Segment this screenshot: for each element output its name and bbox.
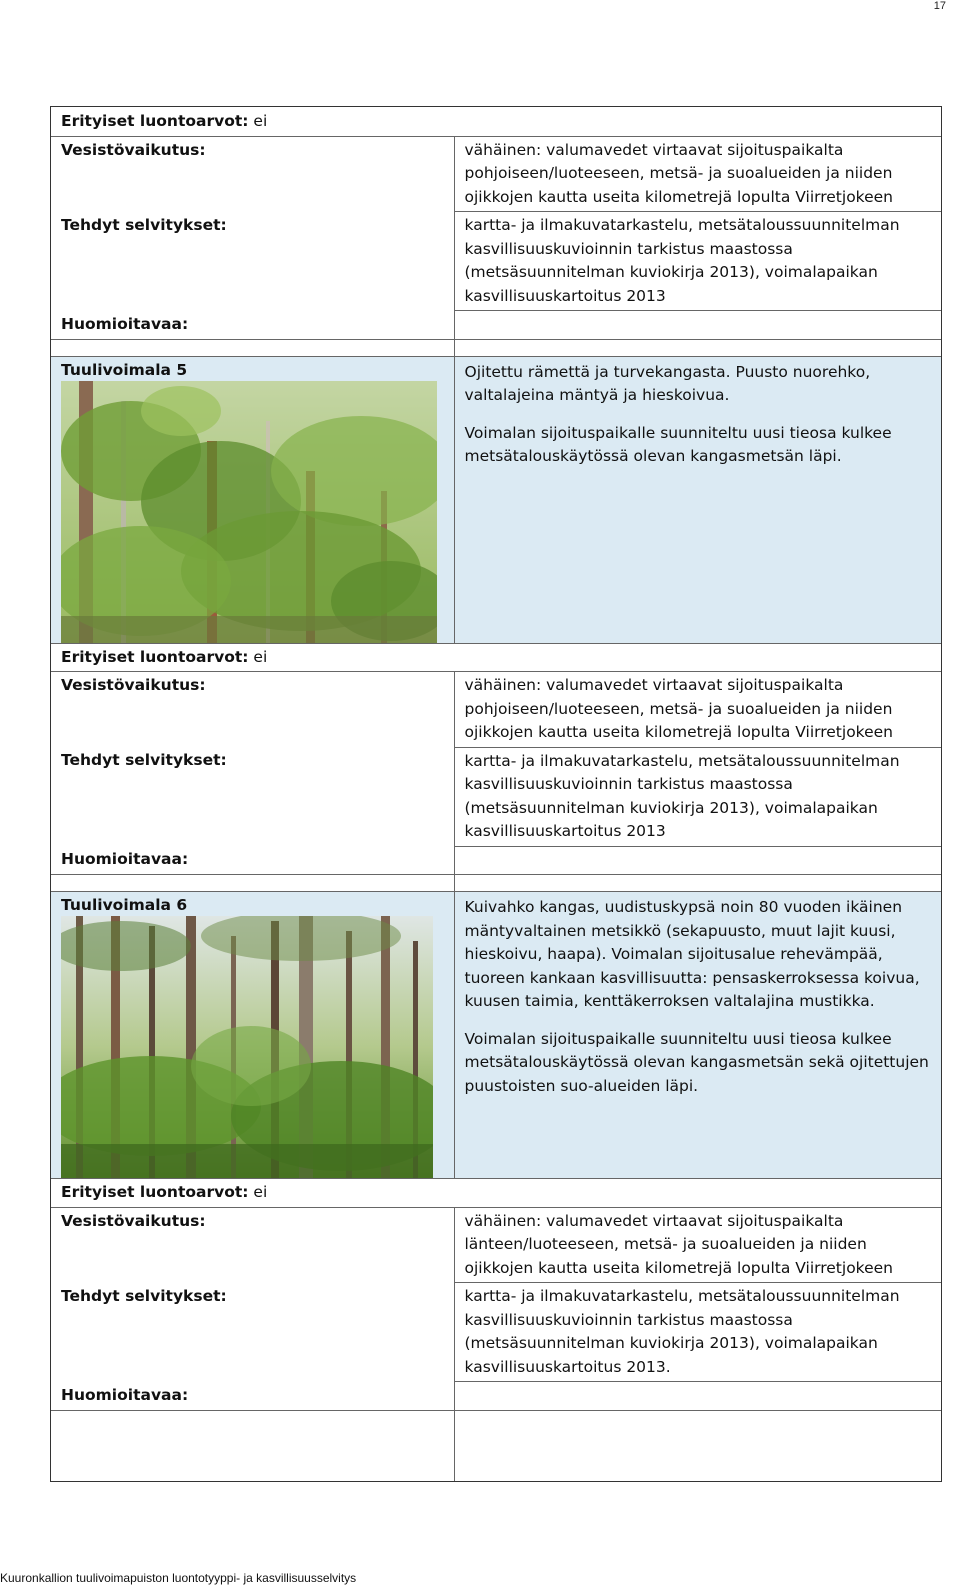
row-water-top xyxy=(51,136,941,212)
turbine6-description xyxy=(454,892,941,1179)
notes-label: Huomioitavaa: xyxy=(51,846,454,875)
footer: Kuuronkallion tuulivoimapuiston luontotyyppi- ja kasvillisuusselvitys xyxy=(0,1571,357,1585)
row-spacer-top xyxy=(51,339,941,356)
water-label: Vesistövaikutus: xyxy=(61,1211,206,1230)
studies-text: kartta- ja ilmakuvatarkastelu, metsätaloussuunnitelman kasvillisuuskuvioinnin tarkistus maastossa (metsäsuunnitelman kuviokirja 2013), voimalapaikan kasvillisuuskartoitus 2013 xyxy=(454,212,941,311)
turbine6-description-p2: Voimalan sijoituspaikalle suunniteltu uusi tieosa kulkee metsätalouskäytössä olevan kangasmetsän sekä ojitettujen puustoisten suo-alueiden läpi. xyxy=(464,1029,929,1095)
row-special-t6 xyxy=(51,1179,941,1208)
row-special-top xyxy=(51,107,941,136)
row-notes-t5 xyxy=(51,846,941,875)
row-water-t5 xyxy=(51,672,941,748)
row-special-t5 xyxy=(51,643,941,672)
turbine6-forest-photo xyxy=(61,916,433,1178)
water-effect-text: vähäinen: valumavedet virtaavat sijoituspaikalta pohjoiseen/luoteeseen, metsä- ja suoalueiden ja niiden ojikkojen kautta useita kilometrejä lopulta Viirretjokeen xyxy=(454,672,941,748)
turbine5-photo-cell xyxy=(51,381,454,644)
turbine5-description xyxy=(454,356,941,643)
document-table xyxy=(50,106,942,1482)
turbine6-photo-cell xyxy=(51,916,454,1179)
studies-label: Tehdyt selvitykset: xyxy=(61,1286,227,1305)
row-turbine5-title xyxy=(51,356,941,381)
studies-label: Tehdyt selvitykset: xyxy=(61,751,227,769)
row-turbine6-title xyxy=(51,892,941,917)
special-value: ei xyxy=(253,647,268,666)
special-label: Erityiset luontoarvot: xyxy=(61,647,249,666)
row-studies-t6 xyxy=(51,1283,941,1382)
special-label: Erityiset luontoarvot: xyxy=(61,1183,249,1201)
turbine6-title: Tuulivoimala 6 xyxy=(51,892,454,917)
turbine5-title: Tuulivoimala 5 xyxy=(51,356,454,381)
water-label: Vesistövaikutus: xyxy=(61,140,206,159)
water-label: Vesistövaikutus: xyxy=(61,676,206,694)
notes-text xyxy=(454,1382,941,1411)
studies-text: kartta- ja ilmakuvatarkastelu, metsätaloussuunnitelman kasvillisuuskuvioinnin tarkistus maastossa (metsäsuunnitelman kuviokirja 2013), voimalapaikan kasvillisuuskartoitus 2013 xyxy=(454,747,941,846)
turbine5-forest-photo xyxy=(61,381,437,643)
notes-text xyxy=(454,311,941,340)
water-effect-text: vähäinen: valumavedet virtaavat sijoituspaikalta länteen/luoteeseen, metsä- ja suoalueiden ja niiden ojikkojen kautta useita kilometrejä lopulta Viirretjokeen xyxy=(454,1207,941,1283)
row-spacer-t5 xyxy=(51,875,941,892)
notes-label: Huomioitavaa: xyxy=(51,1382,454,1411)
studies-text: kartta- ja ilmakuvatarkastelu, metsätaloussuunnitelman kasvillisuuskuvioinnin tarkistus maastossa (metsäsuunnitelman kuviokirja 2013), voimalapaikan kasvillisuuskartoitus 2013. xyxy=(454,1283,941,1382)
row-notes-top xyxy=(51,311,941,340)
row-studies-top xyxy=(51,212,941,311)
special-value: ei xyxy=(253,112,268,130)
water-effect-text: vähäinen: valumavedet virtaavat sijoituspaikalta pohjoiseen/luoteeseen, metsä- ja suoalueiden ja niiden ojikkojen kautta useita kilometrejä lopulta Viirretjokeen xyxy=(454,136,941,212)
turbine6-description-p1: Kuivahko kangas, uudistuskypsä noin 80 vuoden ikäinen mäntyvaltainen metsikkö (sekapuusto, muut lajit kuusi, hieskoivu, haapa). Voimalan sijoitusalue rehevämpää, tuoreen kankaan kasvillisuutta: pensaskerroksessa koivua, kuusen taimia, kenttäkerroksen valtalajina mustikka. xyxy=(464,898,920,1010)
special-label: Erityiset luontoarvot: xyxy=(61,112,249,130)
row-notes-t6 xyxy=(51,1382,941,1411)
row-studies-t5 xyxy=(51,747,941,846)
notes-label: Huomioitavaa: xyxy=(51,311,454,340)
studies-label: Tehdyt selvitykset: xyxy=(61,215,227,234)
notes-text xyxy=(454,846,941,875)
row-spacer-t6 xyxy=(51,1410,941,1481)
page-number: 17 xyxy=(933,0,946,12)
special-value: ei xyxy=(253,1183,268,1201)
turbine5-description-p2: Voimalan sijoituspaikalle suunniteltu uusi tieosa kulkee metsätalouskäytössä olevan kangasmetsän läpi. xyxy=(464,423,892,465)
turbine5-description-p1: Ojitettu rämettä ja turvekangasta. Puusto nuorehko, valtalajeina mäntyä ja hieskoivua. xyxy=(464,362,871,404)
row-water-t6 xyxy=(51,1207,941,1283)
